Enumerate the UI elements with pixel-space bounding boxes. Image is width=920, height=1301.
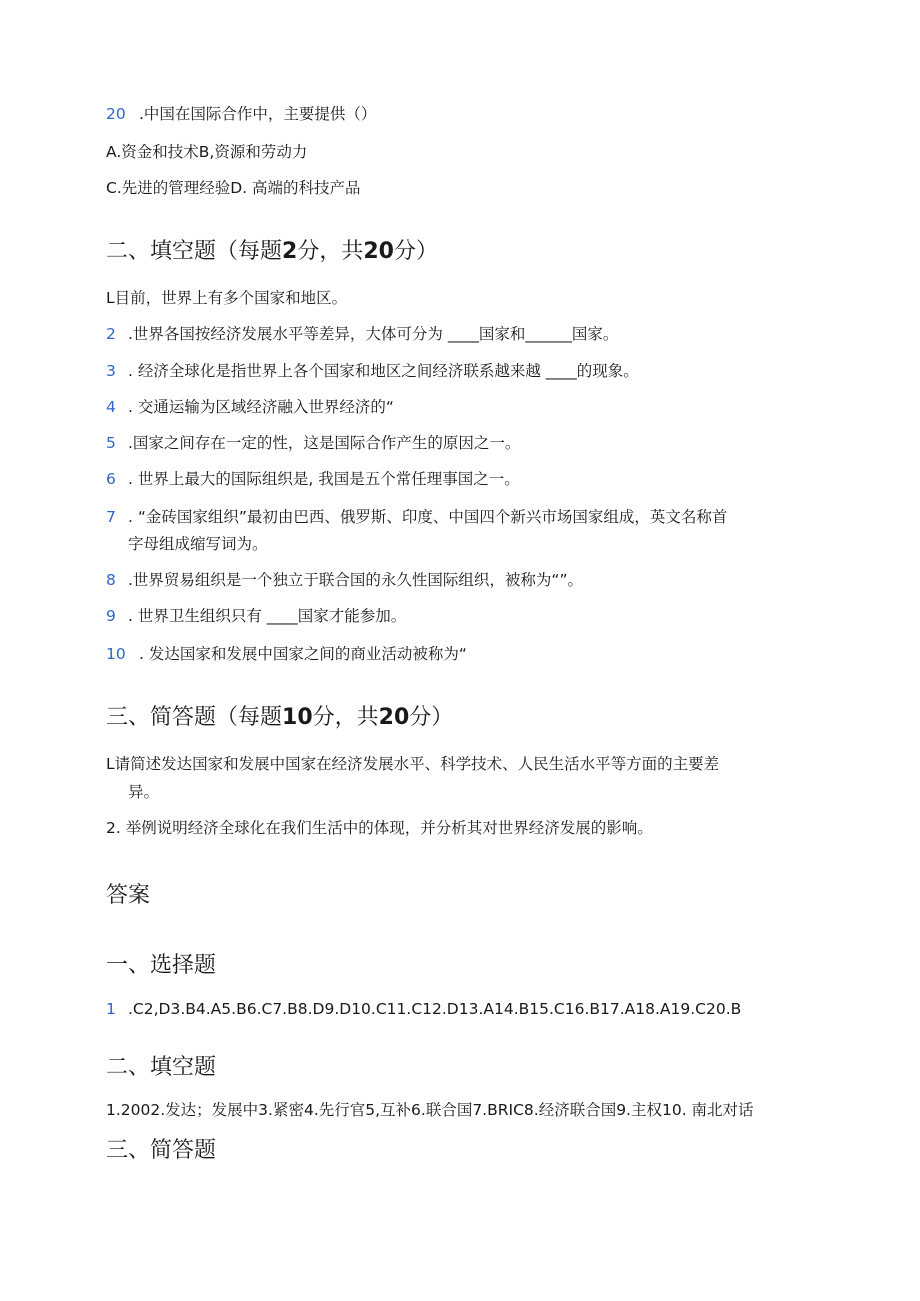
heading-text: 三、简答题（每题	[106, 705, 283, 730]
answers-section-2-heading: 二、填空题	[106, 1055, 217, 1080]
item-number: 10	[106, 645, 126, 663]
item-text: . 经济全球化是指世界上各个国家和地区之间经济联系越来越 ____的现象。	[128, 362, 639, 380]
item-text: . 世界卫生组织只有 ____国家才能参加。	[128, 607, 407, 625]
answers-section-2-content: 1.2002.发达；发展中3.紧密4.先行官5,互补6.联合国7.BRIC8.经济联合国9.主权10. 南北对话	[106, 1101, 754, 1119]
question-number: 20	[106, 105, 126, 123]
section-3-heading	[106, 703, 453, 733]
item-number: 1	[106, 1000, 116, 1018]
item-text: .世界贸易组织是一个独立于联合国的永久性国际组织，被称为“”。	[128, 571, 583, 589]
heading-text: 分）	[409, 705, 454, 730]
item-text: . 世界上最大的国际组织是, 我国是五个常任理事国之一。	[128, 470, 520, 488]
fill-item-5	[106, 432, 520, 454]
item-number: 8	[106, 571, 116, 589]
heading-number: 10	[282, 705, 313, 730]
fill-item-7-continued: 字母组成缩写词为。	[128, 535, 268, 553]
fill-item-8	[106, 569, 583, 591]
fill-item-7	[106, 506, 727, 528]
heading-number: 20	[378, 705, 410, 730]
item-number: 5	[106, 434, 116, 452]
short-answer-item-2: 2. 举例说明经济全球化在我们生活中的体现，并分析其对世界经济发展的影响。	[106, 819, 653, 837]
item-number: 9	[106, 607, 116, 625]
section-2-heading	[106, 237, 438, 267]
item-text: . 交通运输为区域经济融入世界经济的“	[128, 398, 394, 416]
heading-text: 分，共	[297, 239, 364, 264]
fill-item-2	[106, 323, 618, 345]
heading-text: 二、填空题（每题	[106, 239, 283, 264]
answers-title: 答案	[106, 883, 151, 908]
item-text: . 发达国家和发展中国家之间的商业活动被称为“	[139, 645, 467, 663]
answers-section-1-heading: 一、选择题	[106, 953, 217, 978]
item-text: .世界各国按经济发展水平等差异，大体可分为 ____国家和______国家。	[128, 325, 619, 343]
question-20	[106, 103, 376, 125]
fill-item-4	[106, 396, 394, 418]
heading-text: 分）	[393, 239, 438, 264]
item-number: 6	[106, 470, 116, 488]
item-text: .国家之间存在一定的性，这是国际合作产生的原因之一。	[128, 434, 521, 452]
item-number: 4	[106, 398, 116, 416]
heading-number: 20	[363, 239, 394, 264]
item-number: 7	[106, 508, 116, 526]
heading-number: 2	[282, 239, 298, 264]
question-20-options-ab: A.资金和技术B,资源和劳动力	[106, 143, 308, 161]
heading-text: 分，共	[312, 705, 379, 730]
fill-item-3	[106, 360, 639, 382]
answer-text: .C2,D3.B4.A5.B6.C7.B8.D9.D10.C11.C12.D13.A14.B15.C16.B17.A18.A19.C20.B	[128, 1000, 742, 1018]
answers-section-1-content	[106, 998, 741, 1020]
item-text: L目前，世界上有多个国家和地区。	[106, 289, 348, 307]
fill-item-9	[106, 605, 406, 627]
item-number: 2	[106, 325, 116, 343]
question-text: .中国在国际合作中，主要提供（）	[139, 105, 377, 123]
fill-item-6	[106, 468, 520, 490]
fill-item-10	[106, 643, 467, 665]
item-number: 3	[106, 362, 116, 380]
short-answer-item-1: L请简述发达国家和发展中国家在经济发展水平、科学技术、人民生活水平等方面的主要差	[106, 755, 720, 773]
item-text: . “金砖国家组织”最初由巴西、俄罗斯、印度、中国四个新兴市场国家组成，英文名称首	[128, 508, 728, 526]
question-20-options-cd: C.先进的管理经验D. 高端的科技产品	[106, 179, 361, 197]
fill-item-1	[106, 287, 347, 309]
answers-section-3-heading: 三、简答题	[106, 1138, 217, 1163]
short-answer-item-1-continued: 异。	[128, 783, 160, 801]
